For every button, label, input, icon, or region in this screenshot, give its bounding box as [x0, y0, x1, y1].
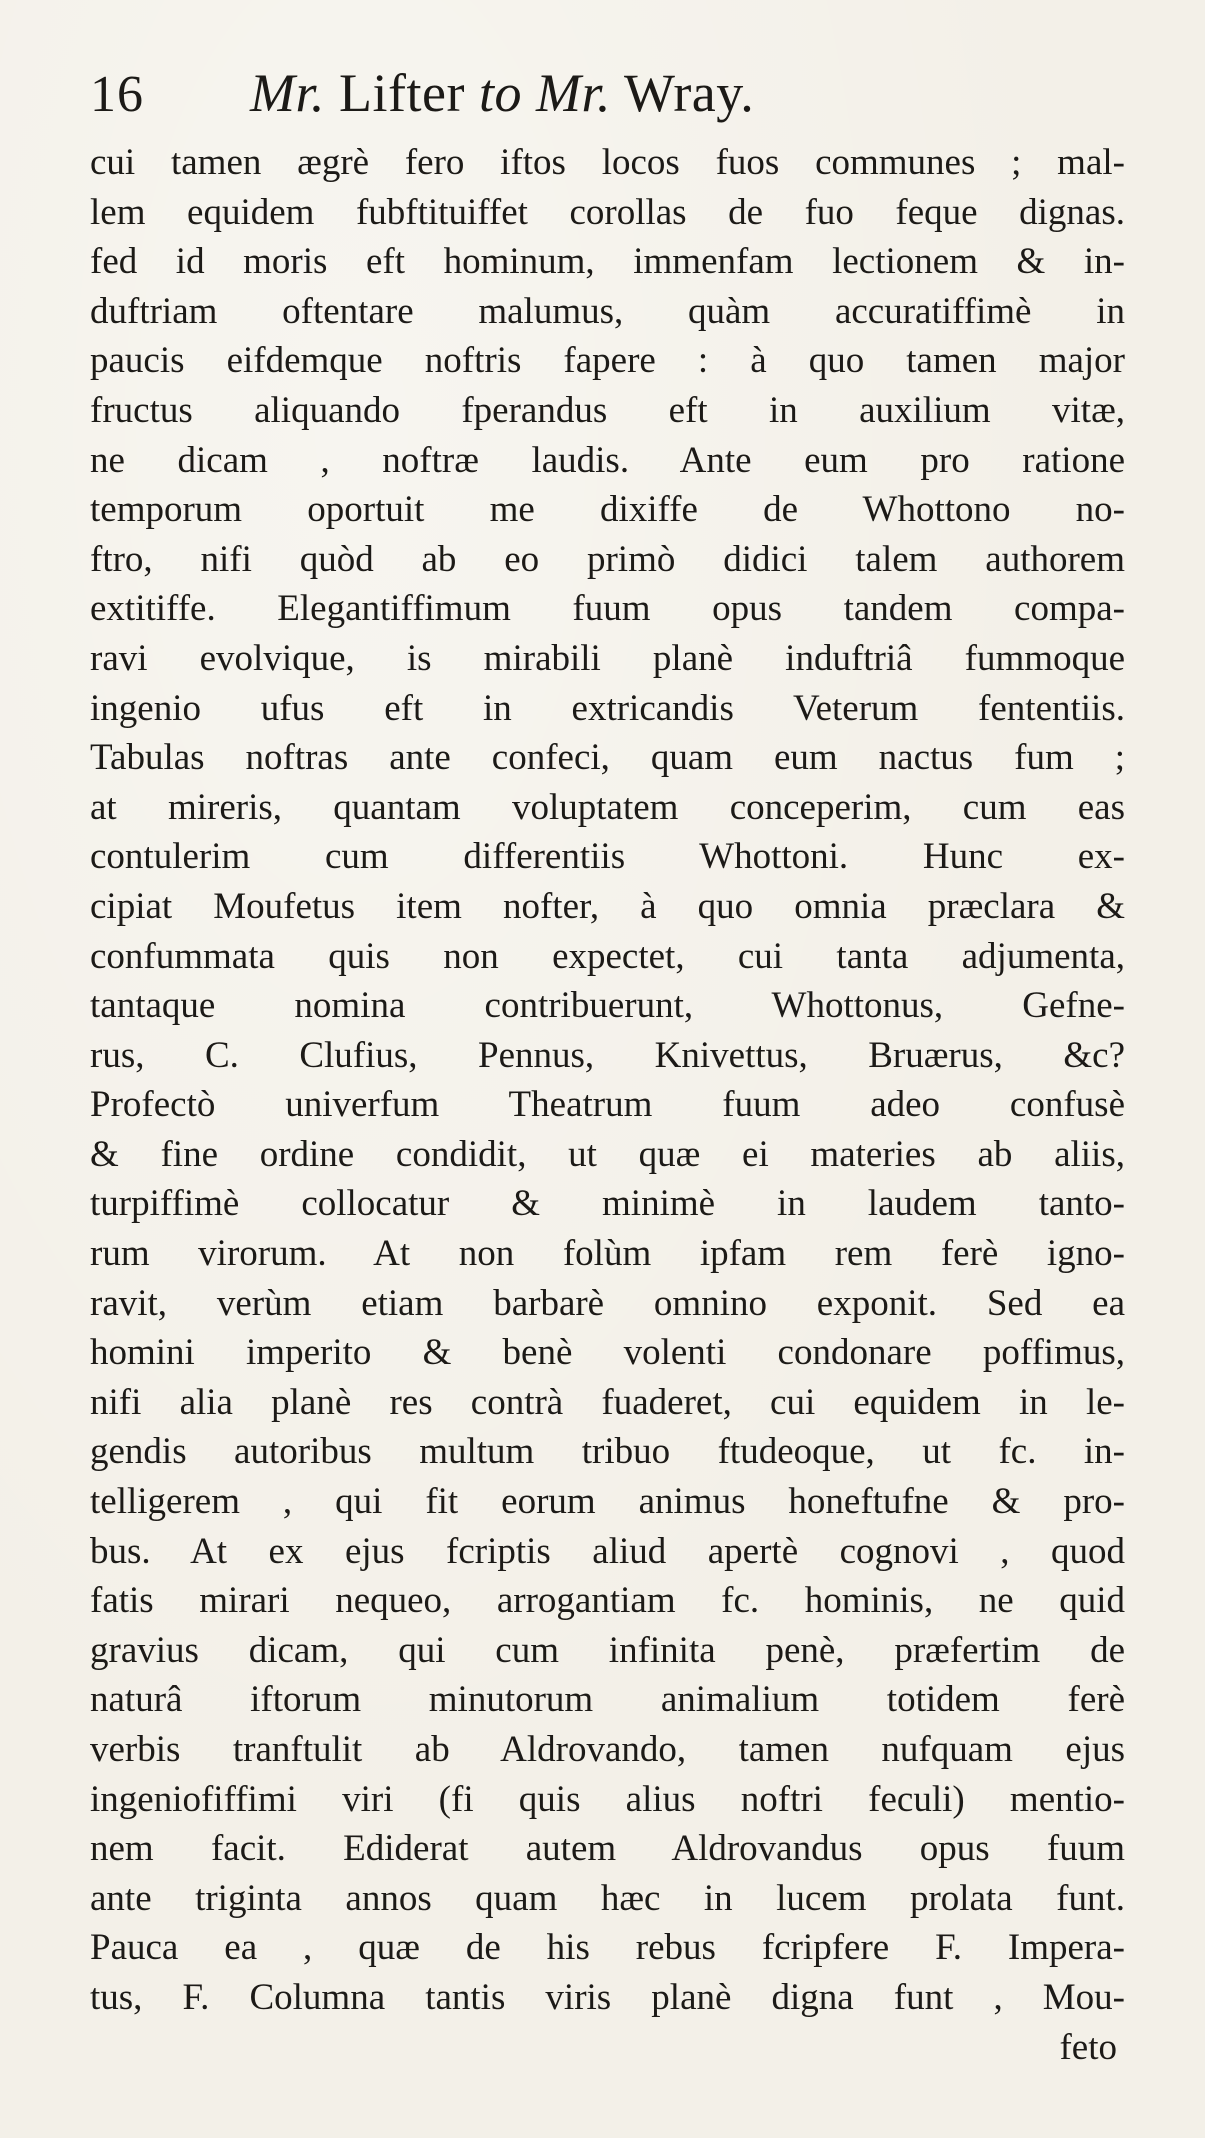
body-text — [90, 138, 1125, 2072]
text-line: verbis tranftulit ab Aldrovando, tamen nufquam ejus — [90, 1729, 1125, 1770]
text-line: ravi evolvique, is mirabili planè induftriâ fummoque — [90, 637, 1125, 679]
text-line: ingenio ufus eft in extricandis Veterum fententiis. — [90, 687, 1125, 729]
text-line: homini imperito & benè volenti condonare poffimus, — [90, 1332, 1125, 1374]
title-prefix-2: Mr. — [521, 63, 611, 123]
text-line: lem equidem fubftituiffet corollas de fuo feque dignas. — [90, 191, 1125, 233]
text-line: ante triginta annos quam hæc in lucem prolata funt. — [90, 1877, 1125, 1919]
text-line: Profectò univerfum Theatrum fuum adeo confusè — [90, 1084, 1125, 1126]
title-prefix: Mr. — [250, 63, 326, 123]
text-line: ingeniofiffimi viri (fi quis alius noftri feculi) mentio- — [90, 1778, 1125, 1820]
text-line: naturâ iftorum minutorum animalium totidem ferè — [90, 1679, 1125, 1721]
text-line: gravius dicam, qui cum infinita penè, præfertim de — [90, 1629, 1125, 1671]
text-line: rus, C. Clufius, Pennus, Knivettus, Bruærus, &c? — [90, 1034, 1125, 1076]
title-name-lister: Lifter — [325, 63, 479, 123]
running-title — [250, 62, 754, 124]
text-line: telligerem , qui fit eorum animus honeftufne & pro- — [90, 1481, 1125, 1523]
text-line: confummata quis non expectet, cui tanta adjumenta, — [90, 935, 1125, 977]
text-line: ftro, nifi quòd ab eo primò didici talem authorem — [90, 538, 1125, 580]
text-line: ne dicam , noftræ laudis. Ante eum pro ratione — [90, 439, 1125, 481]
text-line: fed id moris eft hominum, immenfam lectionem & in- — [90, 241, 1125, 283]
text-line: rum virorum. At non folùm ipfam rem ferè igno- — [90, 1233, 1125, 1275]
text-line: Tabulas noftras ante confeci, quam eum nactus fum ; — [90, 737, 1125, 779]
text-line: fatis mirari nequeo, arrogantiam fc. hominis, ne quid — [90, 1580, 1125, 1622]
text-line: cipiat Moufetus item nofter, à quo omnia præclara & — [90, 885, 1125, 927]
text-line: gendis autoribus multum tribuo ftudeoque, ut fc. in- — [90, 1431, 1125, 1473]
text-line: paucis eifdemque noftris fapere : à quo tamen major — [90, 340, 1125, 382]
text-line: at mireris, quantam voluptatem conceperim, cum eas — [90, 786, 1125, 828]
text-line: cui tamen ægrè fero iftos locos fuos communes ; mal- — [90, 142, 1125, 183]
running-head — [90, 62, 1125, 136]
catchword: feto — [1059, 2026, 1117, 2068]
page-number: 16 — [90, 66, 144, 123]
text-line: & fine ordine condidit, ut quæ ei materies ab aliis, — [90, 1133, 1125, 1175]
text-line: ravit, verùm etiam barbarè omnino exponit. Sed ea — [90, 1282, 1125, 1324]
text-line: duftriam oftentare malumus, quàm accuratiffimè in — [90, 290, 1125, 332]
text-line: Pauca ea , quæ de his rebus fcripfere F. Impera- — [90, 1927, 1125, 1969]
title-name-wray: Wray. — [610, 63, 755, 123]
text-line: tantaque nomina contribuerunt, Whottonus, Gefne- — [90, 985, 1125, 1027]
text-line: nifi alia planè res contrà fuaderet, cui equidem in le- — [90, 1381, 1125, 1423]
text-line: temporum oportuit me dixiffe de Whottono no- — [90, 489, 1125, 531]
title-to: to — [478, 63, 522, 123]
text-line: contulerim cum differentiis Whottoni. Hunc ex- — [90, 836, 1125, 878]
text-line: turpiffimè collocatur & minimè in laudem tanto- — [90, 1183, 1125, 1225]
text-line: extitiffe. Elegantiffimum fuum opus tandem compa- — [90, 588, 1125, 630]
text-line: nem facit. Ediderat autem Aldrovandus opus fuum — [90, 1828, 1125, 1870]
text-line: fructus aliquando fperandus eft in auxilium vitæ, — [90, 389, 1125, 431]
text-line: bus. At ex ejus fcriptis aliud apertè cognovi , quod — [90, 1530, 1125, 1572]
text-line: tus, F. Columna tantis viris planè digna funt , Mou- — [90, 1976, 1125, 2018]
